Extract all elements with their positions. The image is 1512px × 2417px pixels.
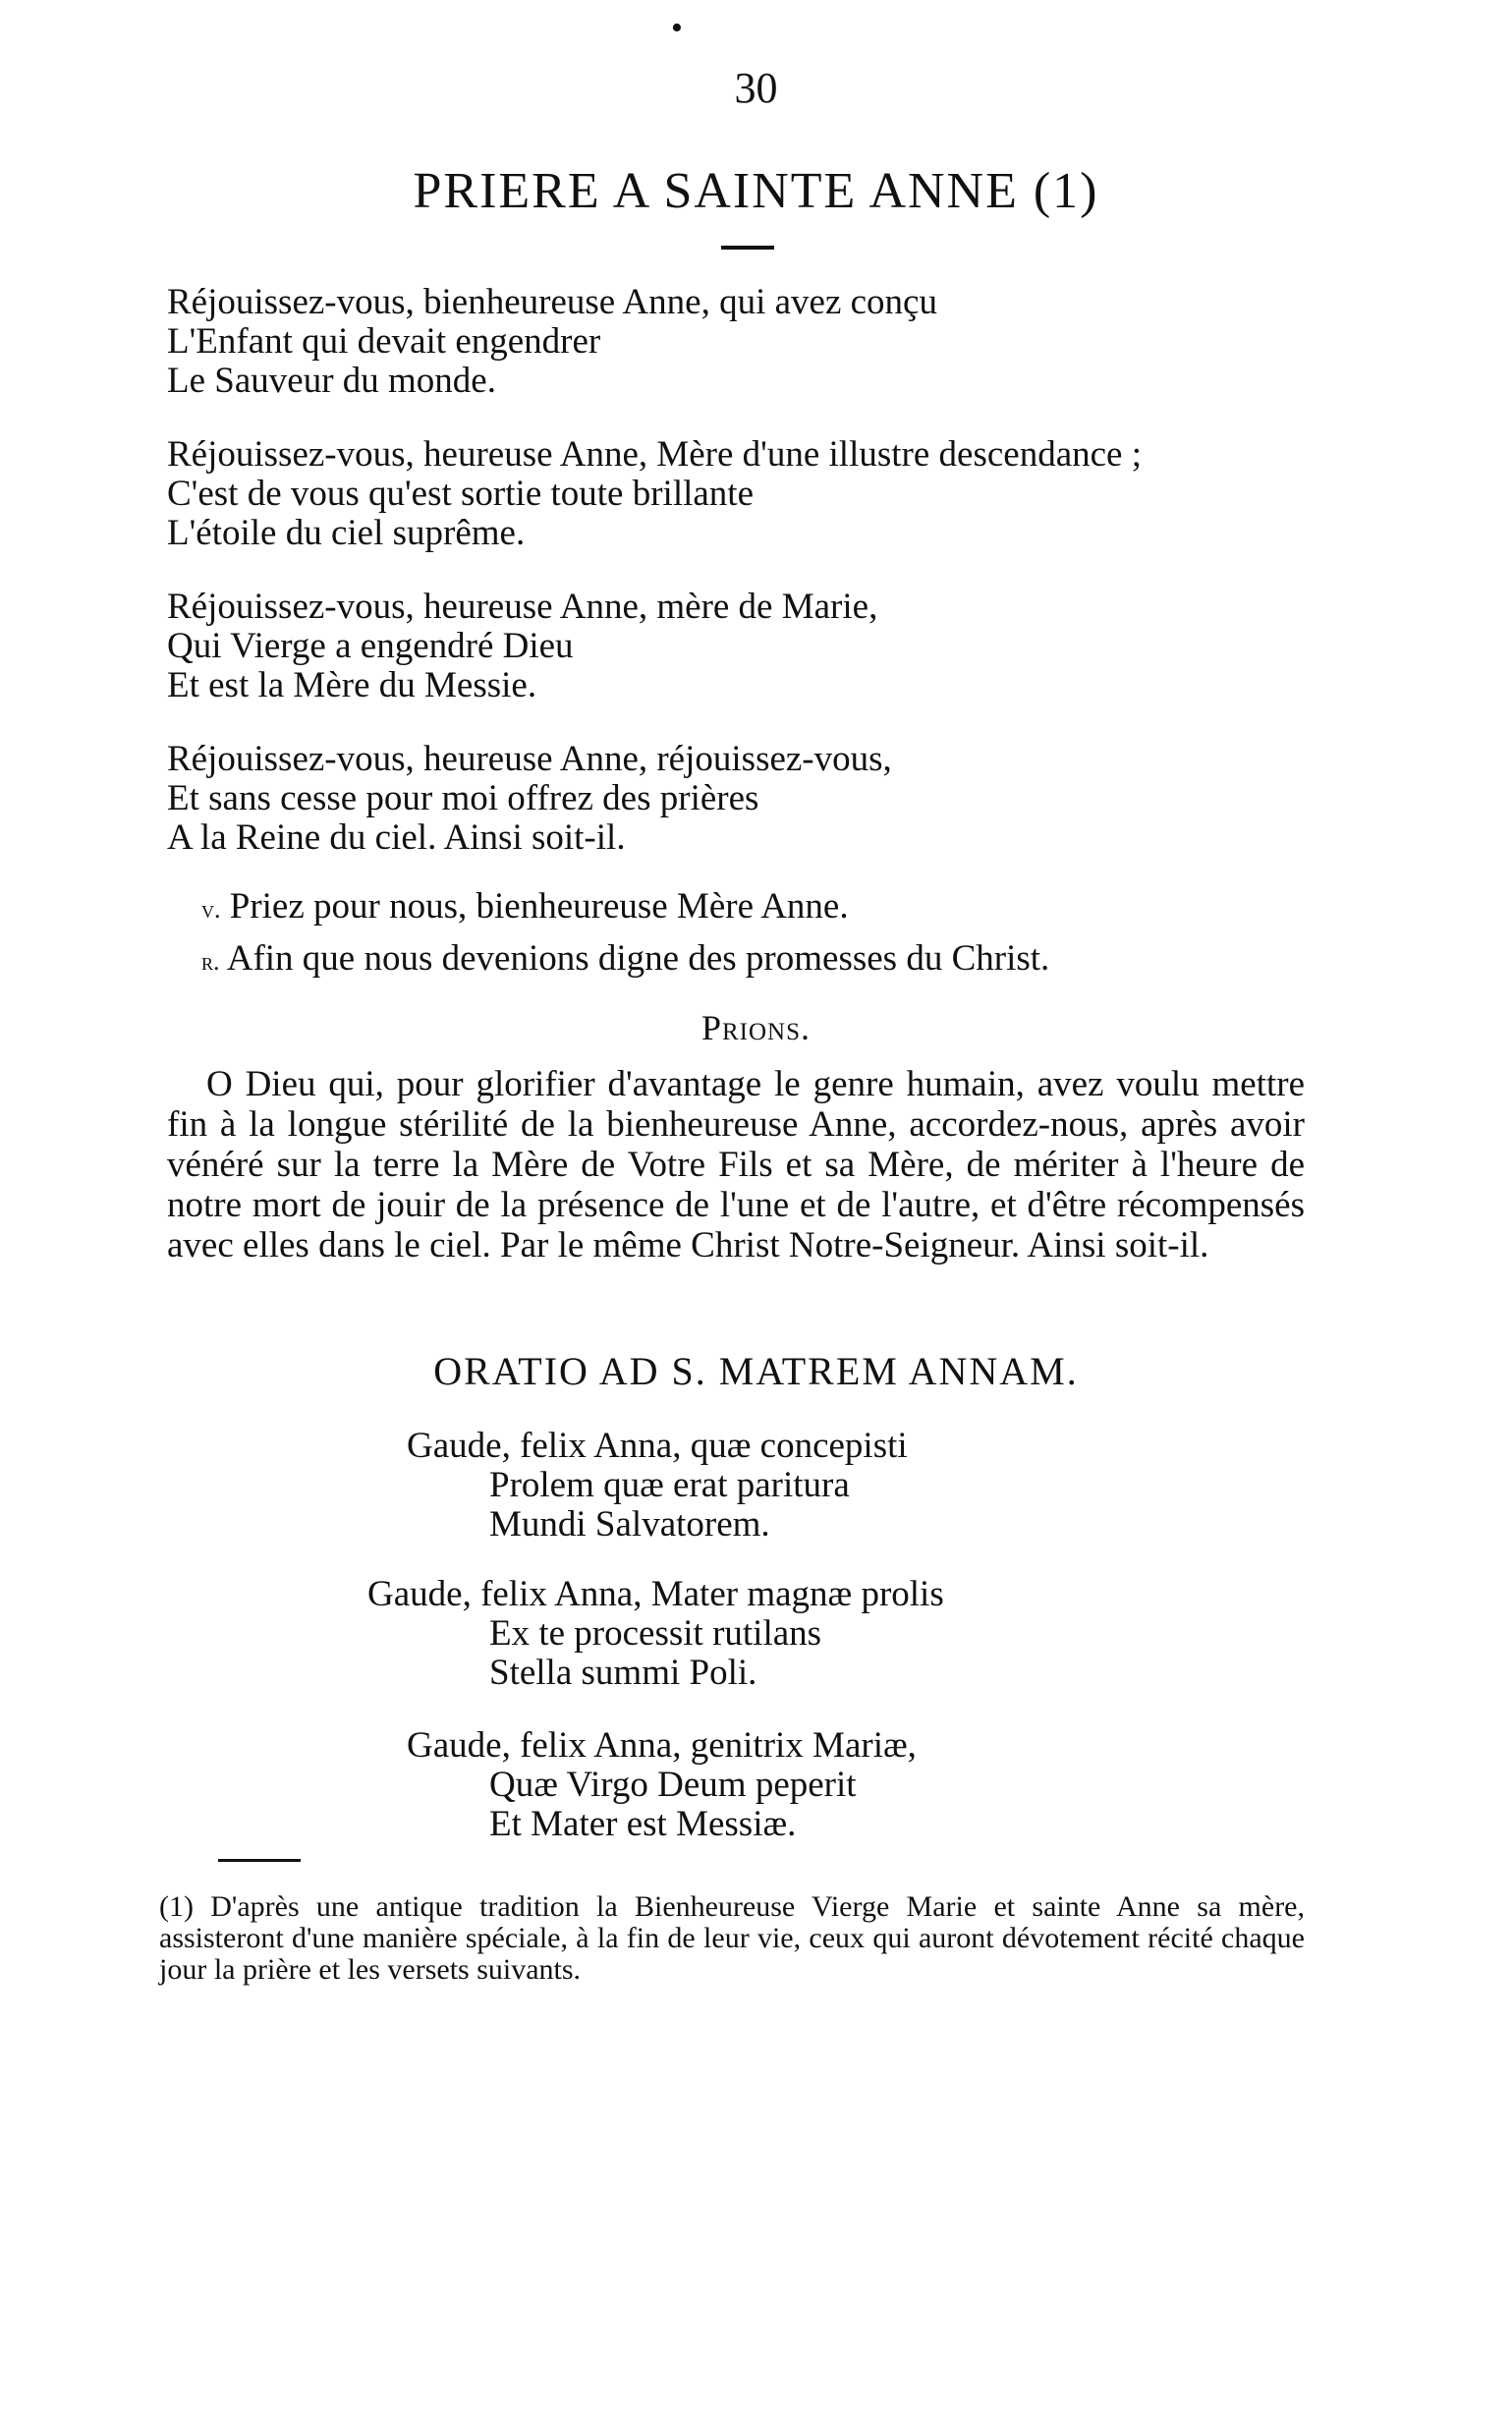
top-mark: •	[671, 10, 683, 46]
title-rule	[721, 246, 774, 250]
stanza-line: Le Sauveur du monde.	[167, 361, 496, 401]
french-stanza-1	[167, 283, 937, 401]
footnote-rule	[218, 1859, 301, 1862]
french-stanza-2	[167, 435, 1142, 553]
footnote: (1) D'après une antique tradition la Bienheureuse Vierge Marie et sainte Anne sa mère, assisteront d'une manière spéciale, à la fin de leur vie, ceux qui auront dévotement récité chaque jour la prière et les versets suivants.	[159, 1890, 1305, 1986]
response-label: r.	[201, 947, 220, 976]
stanza-line: Qui Vierge a engendré Dieu	[167, 626, 574, 666]
french-stanza-4	[167, 740, 892, 858]
french-stanza-3	[167, 588, 877, 705]
stanza-line: Gaude, felix Anna, Mater magnæ prolis	[367, 1574, 944, 1614]
stanza-line: C'est de vous qu'est sortie toute brillante	[167, 474, 755, 514]
stanza-line: Réjouissez-vous, heureuse Anne, Mère d'une illustre descendance ;	[167, 434, 1142, 475]
latin-stanza-2	[367, 1575, 944, 1693]
latin-stanza-1	[407, 1427, 908, 1545]
stanza-line: Prolem quæ erat paritura	[489, 1465, 850, 1505]
page-number: 30	[734, 64, 778, 112]
stanza-line: Ex te processit rutilans	[489, 1613, 822, 1654]
stanza-line: Réjouissez-vous, heureuse Anne, mère de Marie,	[167, 587, 878, 627]
prions-heading: Prions.	[700, 1008, 812, 1047]
stanza-line: Mundi Salvatorem.	[489, 1504, 770, 1545]
versicle-label: v.	[201, 895, 221, 924]
stanza-line: Réjouissez-vous, heureuse Anne, réjouissez-vous,	[167, 739, 892, 779]
latin-stanza-3	[407, 1726, 917, 1844]
stanza-line: L'étoile du ciel suprême.	[167, 513, 526, 553]
stanza-line: Réjouissez-vous, bienheureuse Anne, qui avez conçu	[167, 282, 937, 322]
stanza-line: Et Mater est Messiæ.	[489, 1804, 797, 1844]
stanza-line: Quæ Virgo Deum peperit	[489, 1765, 857, 1805]
prions-prayer: O Dieu qui, pour glorifier d'avantage le genre humain, avez voulu mettre fin à la longue stérilité de la bienheureuse Anne, accordez-nous, après avoir vénéré sur la terre la Mère de Votre Fils et sa Mère, de mériter à l'heure de notre mort de jouir de la présence de l'une et de l'autre, et d'être récompensés avec elles dans le ciel. Par le même Christ Notre-Seigneur. Ainsi soit-il.	[167, 1064, 1305, 1265]
stanza-line: Gaude, felix Anna, quæ concepisti	[407, 1426, 908, 1466]
stanza-line: Et sans cesse pour moi offrez des prières	[167, 778, 759, 818]
stanza-line: A la Reine du ciel. Ainsi soit-il.	[167, 817, 626, 858]
versicle-text: Priez pour nous, bienheureuse Mère Anne.	[229, 886, 849, 927]
latin-heading: ORATIO AD S. MATREM ANNAM.	[433, 1349, 1079, 1393]
response	[201, 939, 1049, 982]
response-text: Afin que nous devenions digne des promesses du Christ.	[226, 938, 1050, 979]
versicle	[201, 887, 849, 929]
stanza-line: Et est la Mère du Messie.	[167, 665, 537, 705]
page-title: PRIERE A SAINTE ANNE (1)	[413, 163, 1099, 219]
stanza-line: L'Enfant qui devait engendrer	[167, 321, 601, 362]
stanza-line: Gaude, felix Anna, genitrix Mariæ,	[407, 1725, 917, 1766]
stanza-line: Stella summi Poli.	[489, 1653, 757, 1693]
